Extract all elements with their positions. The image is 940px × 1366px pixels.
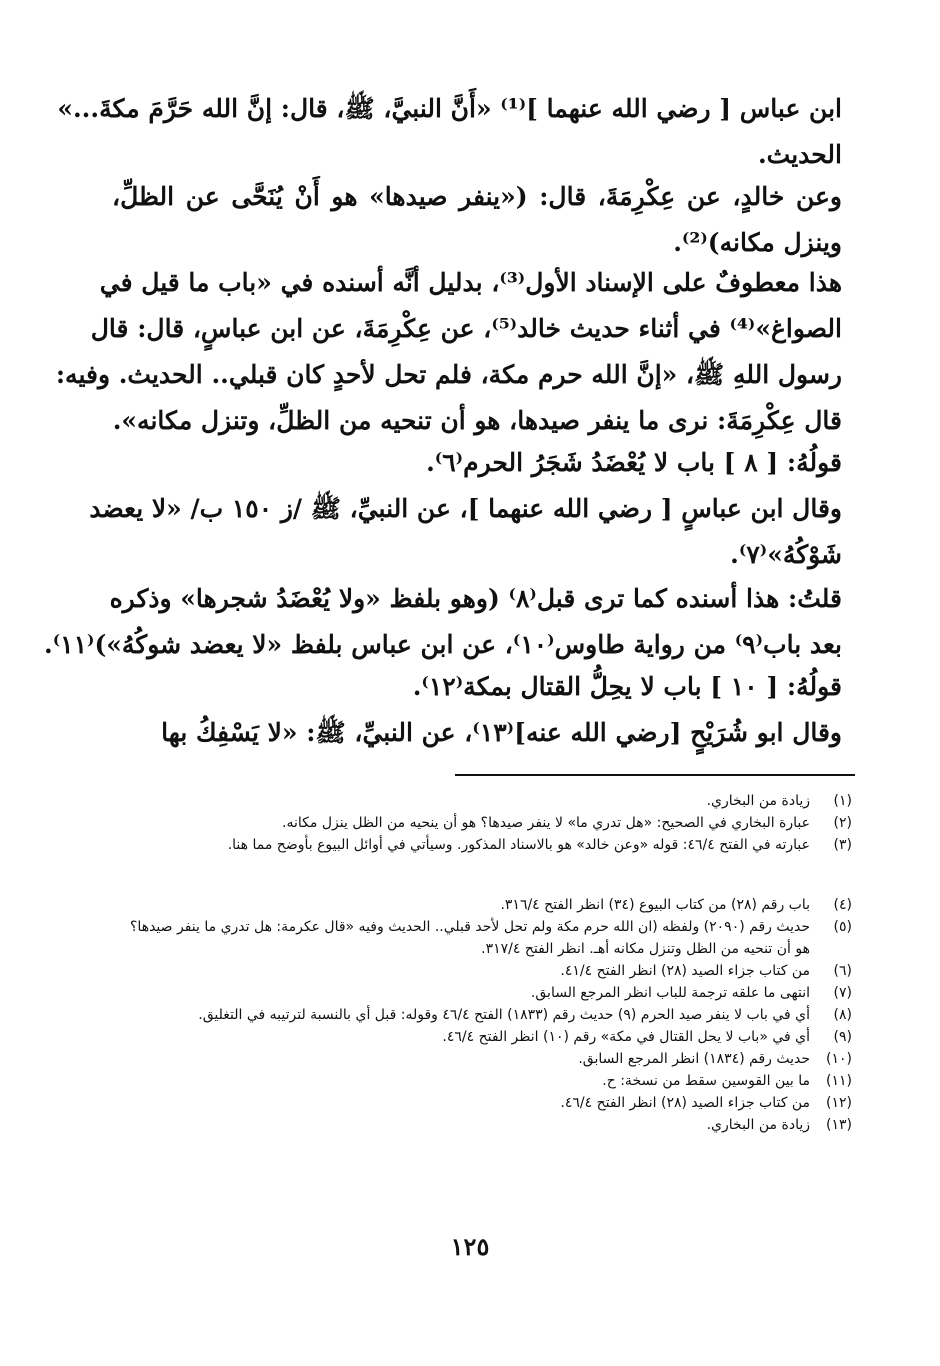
- footnote-text: من كتاب جزاء الصيد (٢٨) انظر الفتح ٤١/٤.: [560, 963, 810, 979]
- paragraph-1: [57, 86, 842, 178]
- footnote: [112, 834, 852, 856]
- footnote-text: عبارته في الفتح ٤٦/٤: قوله «وعن خالد» هو بالاسناد المذكور. وسيأتي في أوائل البيوع بأوضح مما هنا.: [227, 837, 810, 853]
- footnote: [112, 1048, 852, 1070]
- footnote-text: انتهى ما علقه ترجمة للباب انظر المرجع السابق.: [530, 985, 810, 1001]
- text-line: ابن عباس [ رضي الله عنهما ]⁽¹⁾ «أَنَّ النبيَّ، ﷺ، قال: إنَّ الله حَرَّمَ مكةَ...»: [57, 94, 842, 123]
- footnote-number: (٨): [833, 1007, 852, 1023]
- text-line: قولُهُ: [ ١٠ ] باب لا يحِلُّ القتال بمكة⁽١٢⁾.: [412, 672, 842, 701]
- paragraph-3: [55, 260, 842, 444]
- footnote: [112, 960, 852, 982]
- footnote-text: حديث رقم (١٨٣٤) انظر المرجع السابق.: [578, 1051, 810, 1067]
- text-line: وقال ابن عباسٍ [ رضي الله عنهما ]، عن النبيِّ، ﷺ /ز ١٥٠ ب/ «لا يعضد: [89, 494, 842, 523]
- footnote-text: عبارة البخاري في الصحيح: «هل تدري ما» لا ينفر صيدها؟ هو أن ينحيه من الظل ينزل مكانه.: [282, 815, 810, 831]
- text-line: قلتُ: هذا أسنده كما ترى قبل⁽٨⁾ (وهو بلفظ «ولا يُعْضَدُ شجرها» وذكره: [109, 584, 842, 613]
- footnote-text: باب رقم (٢٨) من كتاب البيوع (٣٤) انظر الفتح ٣١٦/٤.: [500, 897, 810, 913]
- footnote-divider: [455, 774, 855, 776]
- footnote-number: (١١): [826, 1073, 852, 1089]
- footnote: [112, 1004, 852, 1026]
- footnote-text: زيادة من البخاري.: [706, 793, 810, 809]
- footnote: [112, 1114, 852, 1136]
- heading-bab-10: [112, 664, 842, 710]
- paragraph-4: [89, 486, 842, 578]
- footnote-text: أي في باب لا ينفر صيد الحرم (٩) حديث رقم (١٨٣٣) الفتح ٤٦/٤ وقوله: قبل أي بالنسبة لترتيبه في التغليق.: [198, 1007, 810, 1023]
- footnote: [112, 1070, 852, 1092]
- footnote-text: حديث رقم (٢٠٩٠) ولفظه (ان الله حرم مكة ولم تحل لأحد قبلي.. الحديث وفيه «قال عكرمة: هل تدري ما ينفر صيدها؟ هو أن تنحيه من الظل وتنزل مكانه أهـ. انظر الفتح ٣١٧/٤.: [130, 919, 810, 957]
- text-line: وقال ابو شُرَيْحٍ [رضي الله عنه]⁽١٣⁾، عن النبيِّ، ﷺ: «لا يَسْفِكُ بها: [161, 718, 842, 747]
- footnote: [112, 894, 852, 916]
- footnote-number: (١٣): [826, 1117, 852, 1133]
- footnote-number: (٦): [833, 963, 852, 979]
- footnote-number: (١٠): [826, 1051, 852, 1067]
- footnote-number: (٢): [833, 815, 852, 831]
- footnotes-group-1: [112, 790, 852, 856]
- footnote-text: زيادة من البخاري.: [706, 1117, 810, 1133]
- footnote-number: (٩): [833, 1029, 852, 1045]
- footnote: [112, 790, 852, 812]
- text-line: الصواغ»⁽⁴⁾ في أثناء حديث خالد⁽⁵⁾، عن عِكْرِمَةَ، عن ابن عباسٍ، قال: قال: [90, 314, 842, 343]
- footnote-text: من كتاب جزاء الصيد (٢٨) انظر الفتح ٤٦/٤.: [560, 1095, 810, 1111]
- heading-bab-8: [112, 440, 842, 486]
- footnote: [112, 1026, 852, 1048]
- text-line: هذا معطوفٌ على الإسناد الأول⁽³⁾، بدليل أنَّه أسنده في «باب ما قيل في: [99, 268, 842, 297]
- footnote-number: (١): [833, 793, 852, 809]
- footnote: [112, 916, 852, 960]
- footnote-number: (٥): [833, 919, 852, 935]
- text-line: الحديث.: [757, 140, 842, 169]
- footnote: [112, 812, 852, 834]
- text-line: شَوْكُهُ»⁽٧⁾.: [730, 540, 842, 569]
- paragraph-5: [43, 576, 842, 668]
- footnotes-group-2: [112, 894, 852, 1136]
- text-line: رسول اللهِ ﷺ، «إنَّ الله حرم مكة، فلم تحل لأحدٍ كان قبلي.. الحديث. وفيه:: [55, 360, 842, 389]
- footnote: [112, 982, 852, 1004]
- paragraph-6: [112, 710, 842, 756]
- footnote-text: أي في «باب لا يحل القتال في مكة» رقم (١٠) انظر الفتح ٤٦/٤.: [442, 1029, 810, 1045]
- paragraph-2: [112, 174, 842, 266]
- text-line: بعد باب⁽٩⁾ من رواية طاوس⁽١٠⁾، عن ابن عباس بلفظ «لا يعضد شوكُهُ»)⁽١١⁾.: [43, 630, 842, 659]
- page-number: ١٢٥: [450, 1232, 490, 1261]
- footnote-number: (٤): [833, 897, 852, 913]
- text-line: قال عِكْرِمَةَ: نرى ما ينفر صيدها، هو أن تنحيه من الظلِّ، وتنزل مكانه».: [112, 406, 842, 435]
- footnote: [112, 1092, 852, 1114]
- text-line: وعن خالدٍ، عن عِكْرِمَةَ، قال: («ينفر صيدها» هو أَنْ يُنَحَّى عن الظلِّ،: [112, 182, 842, 211]
- footnote-text: ما بين القوسين سقط من نسخة: ح.: [602, 1073, 810, 1089]
- footnote-number: (٣): [833, 837, 852, 853]
- text-line: وينزل مكانه)⁽²⁾.: [673, 228, 842, 257]
- footnote-number: (٧): [833, 985, 852, 1001]
- text-line: قولُهُ: [ ٨ ] باب لا يُعْضَدُ شَجَرُ الحرم⁽٦⁾.: [426, 448, 842, 477]
- footnote-number: (١٢): [826, 1095, 852, 1111]
